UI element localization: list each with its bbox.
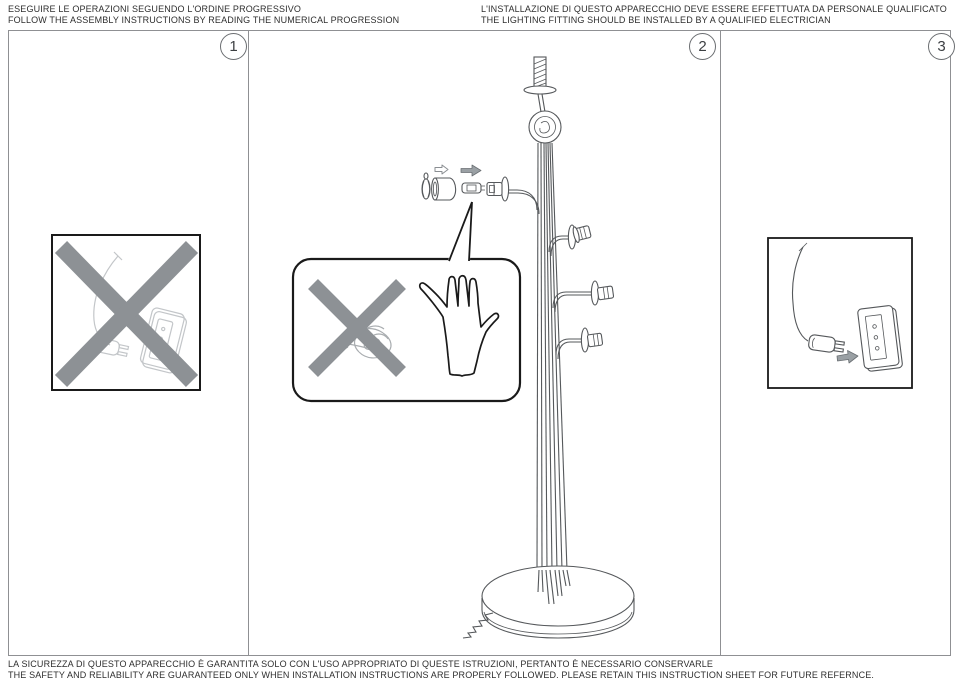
step-number-3	[928, 33, 955, 60]
lamp-joint	[529, 111, 561, 143]
header-left	[8, 4, 399, 25]
step3-illustration	[755, 225, 935, 395]
lamp-arm-right-3	[556, 328, 603, 359]
lamp-arm-right-2	[553, 281, 614, 312]
lamp-pole	[537, 143, 567, 570]
lamp-top-bulb	[524, 57, 556, 112]
step1-illustration	[30, 228, 220, 398]
header-left-en: FOLLOW THE ASSEMBLY INSTRUCTIONS BY READING THE NUMERICAL PROGRESSION	[8, 14, 400, 25]
step-number-1-label: 1	[229, 38, 238, 55]
halogen-bulb-part	[462, 183, 485, 193]
lamp-base	[482, 566, 634, 638]
wall-socket-icon	[857, 305, 902, 372]
finial-part	[422, 173, 430, 199]
power-cord	[463, 613, 493, 638]
panel-divider-2	[720, 31, 721, 655]
step-number-1	[220, 33, 247, 60]
header-right-en: THE LIGHTING FITTING SHOULD BE INSTALLED BY A QUALIFIED ELECTRICIAN	[481, 14, 831, 25]
step-number-2-label: 2	[698, 38, 707, 55]
footer	[8, 659, 874, 680]
footer-en: THE SAFETY AND RELIABILITY ARE GUARANTEED ONLY WHEN INSTALLATION INSTRUCTIONS ARE PROPERLY FOLLOWED. PLEASE RETAIN THIS INSTRUCTION SHEET FOR FUTURE REFERNCE.	[8, 669, 875, 680]
step-number-3-label: 3	[937, 38, 946, 55]
header-left-it: ESEGUIRE LE OPERAZIONI SEGUENDO L'ORDINE PROGRESSIVO	[8, 4, 302, 14]
header-right	[481, 4, 947, 25]
footer-it: LA SICUREZZA DI QUESTO APPARECCHIO È GARANTITA SOLO CON L'USO APPROPRIATO DI QUESTE ISTRUZIONI, PERTANTO È NECESSARIO CONSERVARLE	[8, 659, 714, 669]
assembly-arrow-icons	[435, 165, 481, 176]
lamp-arm-left	[487, 177, 539, 214]
shade-cup-part	[432, 178, 456, 200]
header-right-it: L'INSTALLAZIONE DI QUESTO APPARECCHIO DEVE ESSERE EFFETTUATA DA PERSONALE QUALIFICATO	[481, 4, 947, 14]
step2-illustration	[247, 30, 719, 656]
